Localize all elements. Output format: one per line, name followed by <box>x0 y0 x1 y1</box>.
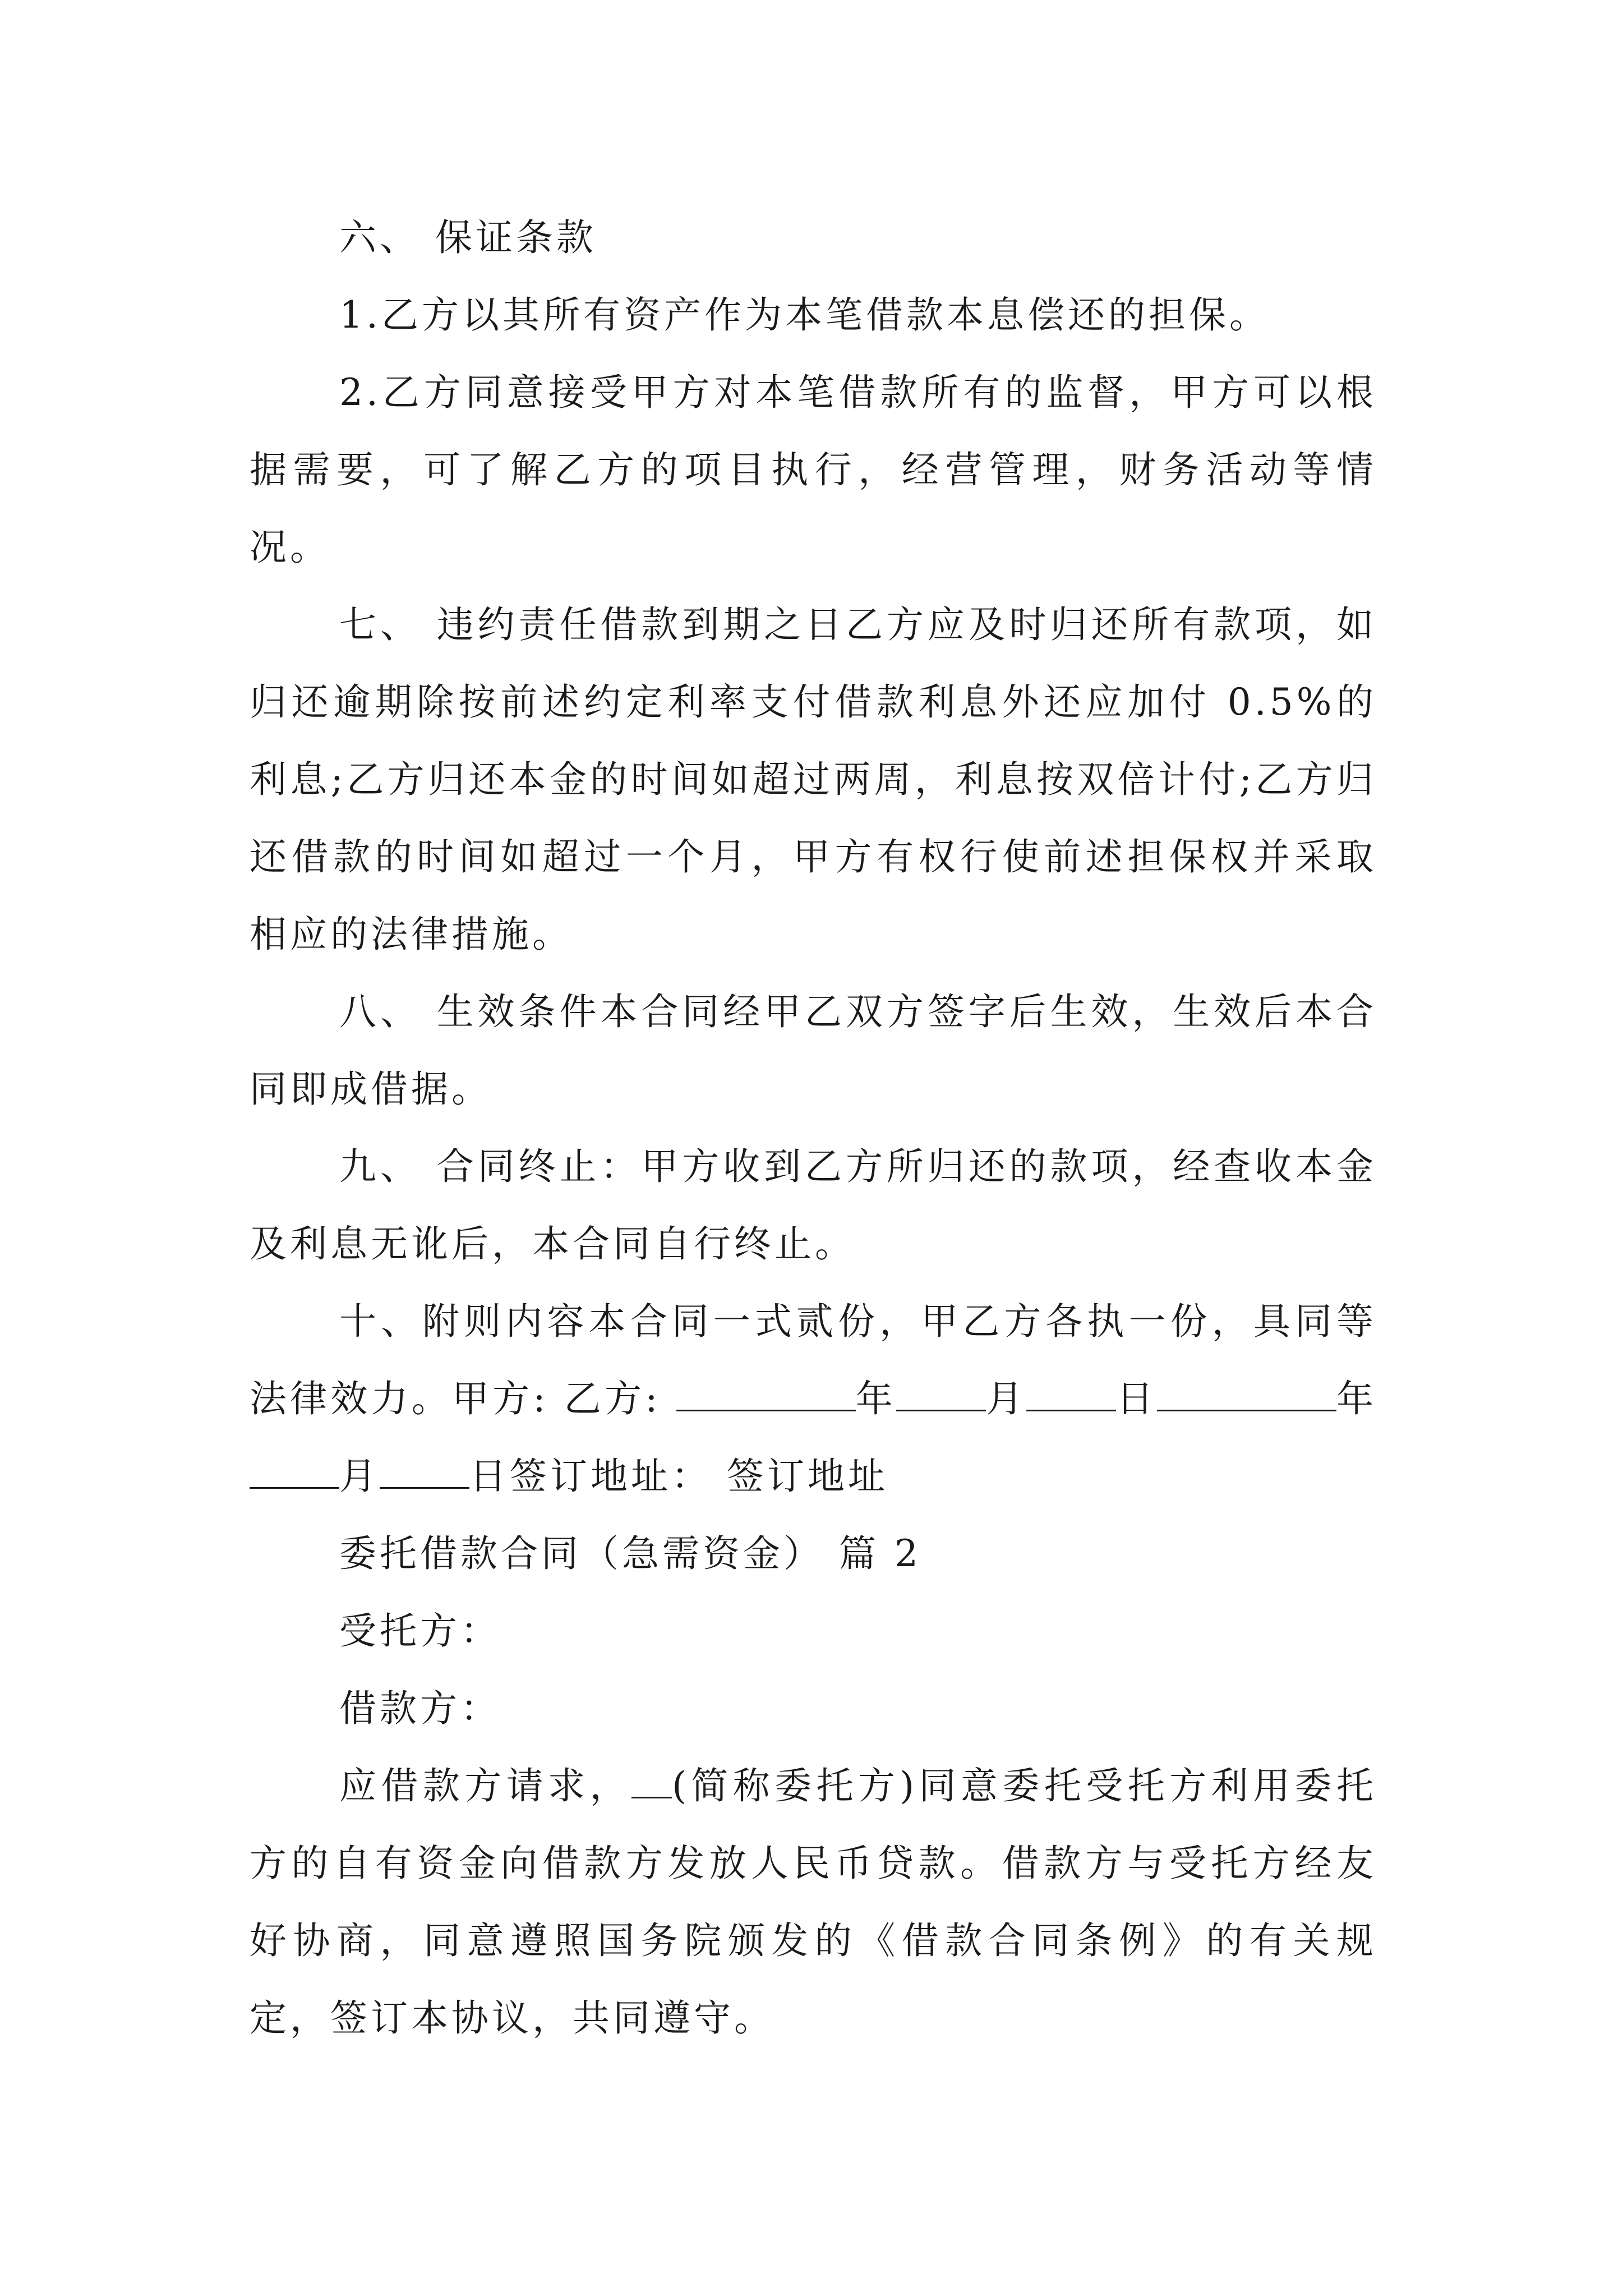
intro-rest: (简称委托方)同意委托受托方利用委托方的自有资金向借款方发放人民币贷款。借款方与受托方经友好协商，同意遵照国务院颁发的《借款合同条例》的有关规定，签订本协议，共同遵守。 <box>250 1764 1377 2040</box>
borrower-label: 借款方： <box>339 1687 501 1730</box>
year-label: 年 <box>1336 1377 1377 1420</box>
section-7-paragraph: 七、 违约责任借款到期之日乙方应及时归还所有款项，如归还逾期除按前述约定利率支付借款利息外还应加付 0.5%的利息;乙方归还本金的时间如超过两周，利息按双倍计付;乙方归还借款的时间如超过一个月，甲方有权行使前述担保权并采取相应的法律措施。 <box>250 603 1377 956</box>
intro-paragraph <box>250 1747 1377 2057</box>
section-8-paragraph: 八、 生效条件本合同经甲乙双方签字后生效，生效后本合同即成借据。 <box>250 990 1377 1111</box>
day-label: 日 <box>1116 1377 1157 1420</box>
contract-2-title: 委托借款合同（急需资金） 篇 2 <box>339 1532 921 1575</box>
blank-line <box>1157 1378 1336 1411</box>
section-6-heading: 六、 保证条款 <box>339 216 597 259</box>
blank-line <box>380 1456 469 1489</box>
month-label: 月 <box>339 1455 380 1498</box>
blank-line <box>676 1378 856 1411</box>
section-6-clause-2: 2.乙方同意接受甲方对本笔借款所有的监督，甲方可以根据需要，可了解乙方的项目执行，经营管理，财务活动等情况。 <box>250 371 1377 569</box>
trustee-label: 受托方： <box>339 1609 501 1653</box>
year-label: 年 <box>855 1377 897 1420</box>
section-6-clause-1: 1.乙方以其所有资产作为本笔借款本息偿还的担保。 <box>339 293 1270 337</box>
intro-lead: 应借款方请求， <box>339 1764 632 1807</box>
blank-line <box>250 1456 339 1489</box>
blank-line <box>1026 1378 1116 1411</box>
blank-line <box>896 1378 986 1411</box>
section-10-lead: 十、附则内容本合同一式贰份，甲乙方各执一份，具同等法律效力。甲方: 乙方: <box>250 1300 1377 1420</box>
month-label: 月 <box>986 1377 1027 1420</box>
blank-line <box>631 1765 672 1798</box>
day-and-address-label: 日签订地址： 签订地址 <box>469 1455 888 1498</box>
section-9-paragraph: 九、 合同终止：甲方收到乙方所归还的款项，经查收本金及利息无讹后，本合同自行终止。 <box>250 1145 1377 1266</box>
section-10-paragraph <box>250 1283 1377 1515</box>
document-body <box>250 199 1377 2057</box>
